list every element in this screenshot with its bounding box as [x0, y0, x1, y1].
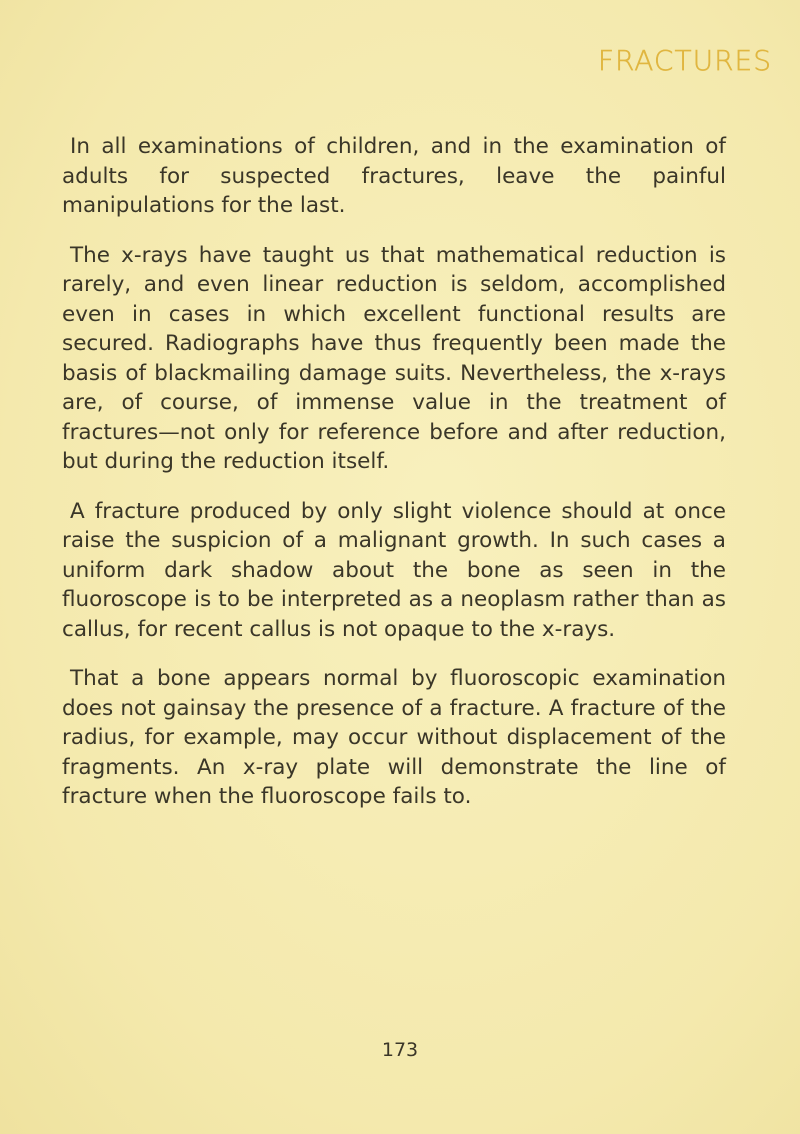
body-text — [62, 132, 726, 832]
running-head: FRACTURES — [597, 44, 772, 77]
paragraph-text: A fracture produced by only slight violence should at once raise the suspicion of a malignant growth. In such cases a uniform dark shadow about the bone as seen in the fluoroscope is to be interpreted as a neoplasm rather than as callus, for recent callus is not opaque to the x-rays. — [62, 498, 726, 642]
paragraph-text: That a bone appears normal by fluoroscopic examination does not gainsay the presence of a fracture. A fracture of the radius, for example, may occur without displacement of the fragments. An x-ray plate will demonstrate the line of fracture when the fluoroscope fails to. — [62, 666, 726, 809]
paragraph — [62, 132, 726, 221]
paragraph-text: The x-rays have taught us that mathematical reduction is rarely, and even linear reduction is seldom, accomplished even in cases in which excellent functional results are secured. Radiographs have thus frequently been made the basis of blackmailing damage suits. Nevertheless, the x-rays are, of course, of immense value in the treatment of fractures—not only for reference before and after reduction, but during the reduction itself. — [62, 242, 726, 474]
paragraph — [62, 241, 726, 477]
paragraph — [62, 497, 726, 645]
paragraph — [62, 664, 726, 812]
page-number: 173 — [381, 1039, 419, 1061]
paragraph-text: In all examinations of children, and in the examination of adults for suspected fractures, leave the painful manipulations for the last. — [62, 134, 726, 218]
